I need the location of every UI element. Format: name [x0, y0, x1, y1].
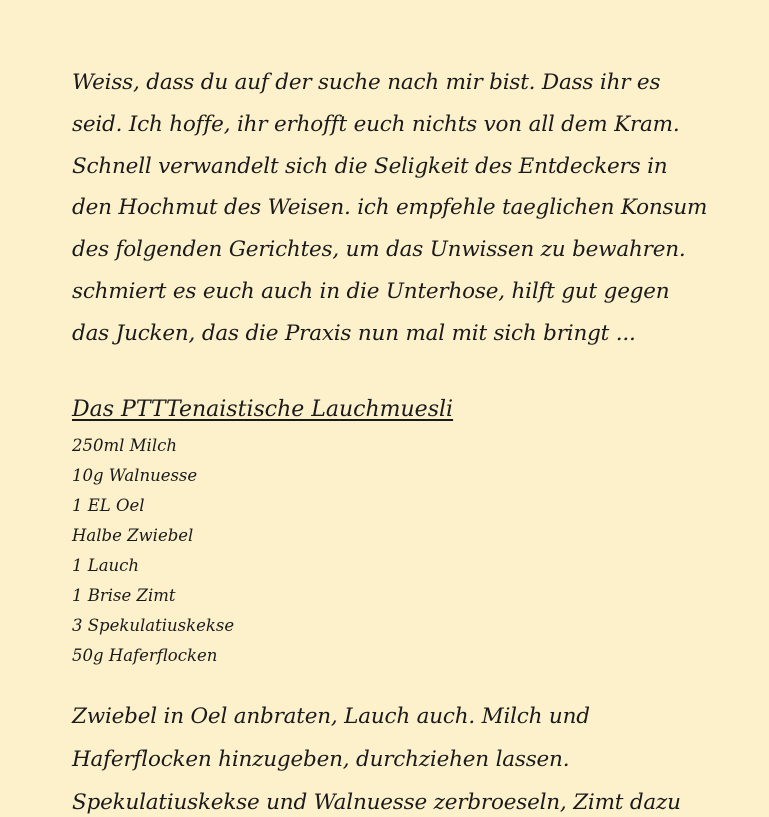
intro-line: Schnell verwandelt sich die Seligkeit des Entdeckers in	[72, 153, 668, 179]
ingredient-item: Halbe Zwiebel	[72, 525, 194, 545]
ingredient-item: 1 Brise Zimt	[72, 585, 176, 605]
ingredient-list	[72, 431, 689, 671]
step-line: Spekulatiuskekse und Walnuesse zerbroeseln, Zimt dazu	[72, 789, 681, 815]
recipe-steps	[72, 695, 689, 817]
intro-line: Weiss, dass du auf der suche nach mir bist. Dass ihr es	[72, 70, 661, 95]
ingredient-item: 10g Walnuesse	[72, 465, 198, 485]
step-line: Haferflocken hinzugeben, durchziehen lassen.	[72, 746, 570, 772]
ingredient-item: 250ml Milch	[72, 435, 177, 455]
intro-line: den Hochmut des Weisen. ich empfehle taeglichen Konsum	[72, 195, 708, 221]
step-line: Zwiebel in Oel anbraten, Lauch auch. Milch und	[72, 703, 590, 729]
intro-line: schmiert es euch auch in die Unterhose, hilft gut gegen	[72, 278, 670, 304]
intro-line: das Jucken, das die Praxis nun mal mit sich bringt ...	[72, 320, 636, 346]
intro-paragraph	[72, 62, 708, 355]
ingredient-item: 1 EL Oel	[72, 495, 145, 515]
intro-line: seid. Ich hoffe, ihr erhofft euch nichts von all dem Kram.	[72, 111, 680, 137]
recipe-title: Das PTTTenaistische Lauchmuesli	[72, 396, 454, 422]
ingredient-item: 3 Spekulatiuskekse	[72, 615, 235, 635]
ingredient-item: 50g Haferflocken	[72, 645, 218, 665]
ingredient-item: 1 Lauch	[72, 555, 140, 575]
intro-line: des folgenden Gerichtes, um das Unwissen zu bewahren.	[72, 237, 686, 263]
